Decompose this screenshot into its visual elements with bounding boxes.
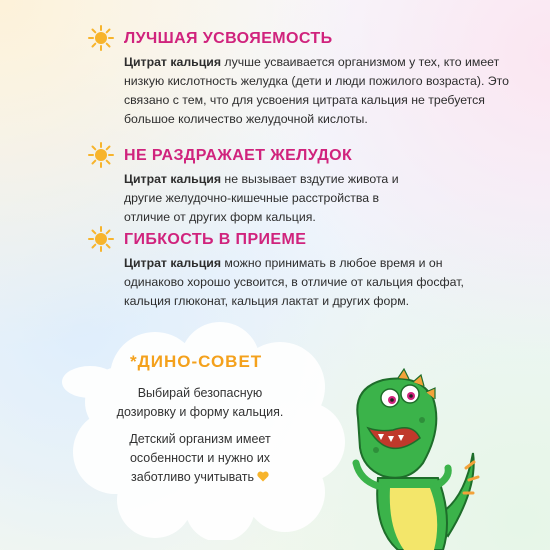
section-heading: ЛУЧШАЯ УСВОЯЕМОСТЬ [124, 30, 333, 47]
highlight-term: Цитрат кальция [124, 256, 222, 270]
highlight-term: Цитрат кальция [124, 172, 222, 186]
highlight-term: Цитрат кальция [124, 55, 222, 69]
benefit-section-absorption [92, 30, 512, 134]
sun-icon [88, 142, 114, 168]
tip-text-body: Детский организм имеет особенности и нужно их заботливо учитывать [129, 432, 271, 484]
section-heading: ГИБКОСТЬ В ПРИЕМЕ [124, 231, 307, 248]
tip-text-organism [120, 430, 280, 487]
section-heading: НЕ РАЗДРАЖАЕТ ЖЕЛУДОК [124, 147, 353, 164]
section-body: лучше усваивается организмом у тех, кто имеет низкую кислотность желудка (дети и люди пожилого возраста). Это связано с тем, что для усвоения цитрата кальция не требуется большое количество желудочной кислоты. [124, 55, 509, 126]
section-body: не вызывает вздутие живота и другие желудочно-кишечные расстройства в отличие от других форм кальция. [124, 172, 399, 224]
sun-icon [88, 226, 114, 252]
tip-title: *ДИНО-СОВЕТ [130, 352, 263, 371]
benefit-section-stomach [92, 147, 512, 224]
dinosaur-illustration [338, 368, 488, 550]
section-text [124, 170, 409, 227]
section-text [124, 254, 469, 311]
benefit-section-flexibility [92, 231, 512, 308]
heart-icon [257, 471, 269, 482]
tip-text-dosage: Выбирай безопасную дозировку и форму кальция. [116, 386, 284, 419]
section-body: можно принимать в любое время и он одинаково хорошо усвоится, в отличие от кальция фосфат, кальция глюконат, кальция лактат и других форм. [124, 256, 464, 308]
sun-icon [88, 25, 114, 51]
section-text [124, 53, 524, 129]
